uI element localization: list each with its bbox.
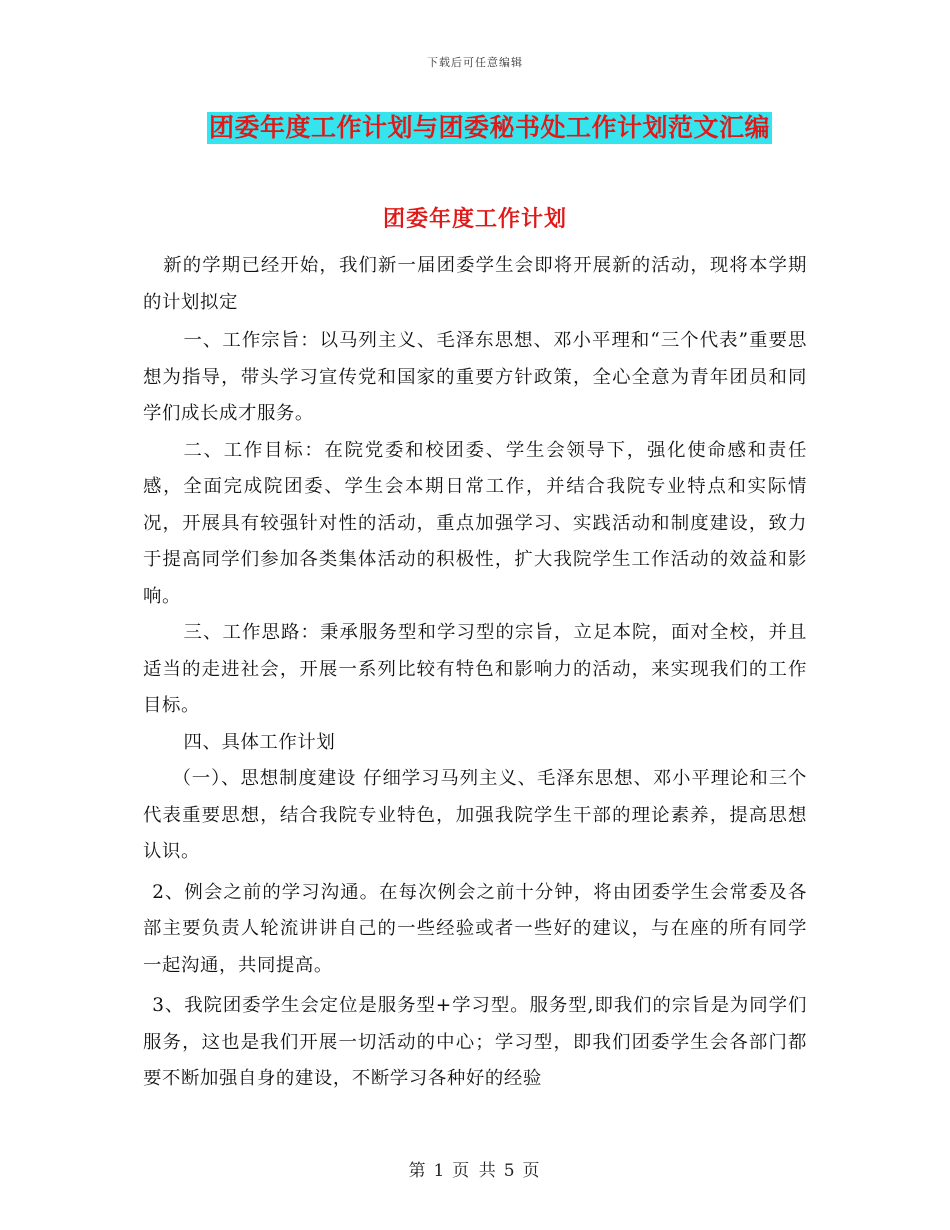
paragraph-plan-item-2: 2、例会之前的学习沟通。在每次例会之前十分钟，将由团委学生会常委及各部主要负责人轮流讲讲自己的一些经验或者一些好的建议，与在座的所有同学一起沟通，共同提高。 [143,881,807,976]
document-title: 团委年度工作计划与团委秘书处工作计划范文汇编 [209,113,771,142]
footer-middle: 页 共 [452,1161,498,1181]
section-title: 团委年度工作计划 [382,206,567,232]
paragraph-purpose: 一、工作宗旨：以马列主义、毛泽东思想、邓小平理和“三个代表”重要思想为指导，带头学习宣传党和国家的重要方针政策，全心全意为青年团员和同学们成长成才服务。 [143,330,807,424]
paragraph-plan-heading: 四、具体工作计划 [183,731,336,753]
paragraph-approach: 三、工作思路：秉承服务型和学习型的宗旨，立足本院，面对全校，并且适当的走进社会，开展一系列比较有特色和影响力的活动，来实现我们的工作目标。 [143,622,807,716]
paragraph-goals: 二、工作目标：在院党委和校团委、学生会领导下，强化使命感和责任感，全面完成院团委、学生会本期日常工作，并结合我院专业特点和实际情况，开展具有较强针对性的活动，重点加强学习、实践活动和制度建设，致力于提高同学们参加各类集体活动的积极性，扩大我院学生工作活动的效益和影响。 [143,439,807,607]
document-body [143,248,807,1098]
paragraph-intro: 新的学期已经开始，我们新一届团委学生会即将开展新的活动，现将本学期的计划拟定 [143,255,807,313]
footer-prefix: 第 [408,1161,428,1181]
page-footer [0,1156,950,1181]
footer-suffix: 页 [522,1161,542,1181]
current-page-number: 1 [433,1161,447,1181]
header-note: 下载后可任意编辑 [427,56,523,69]
total-pages-number: 5 [503,1161,517,1181]
paragraph-plan-item-3: 3、我院团委学生会定位是服务型+学习型。服务型,即我们的宗旨是为同学们服务，这也是我们开展一切活动的中心；学习型，即我们团委学生会各部门都要不断加强自身的建设，不断学习各种好的经验 [143,995,807,1089]
paragraph-plan-item-1: （一）、思想制度建设 仔细学习马列主义、毛泽东思想、邓小平理论和三个代表重要思想，结合我院专业特色，加强我院学生干部的理论素养，提高思想认识。 [143,768,807,862]
